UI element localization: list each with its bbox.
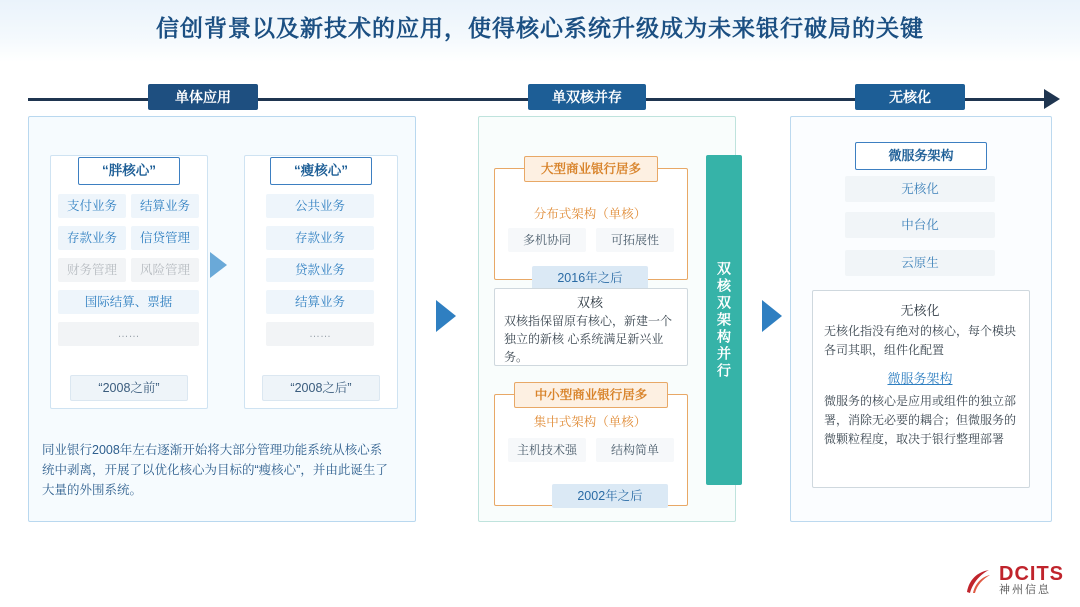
small-bank-cell: 主机技术强 [508, 438, 586, 462]
dual-core-body: 双核指保留原有核心，新建一个独立的新核 心系统满足新兴业务。 [504, 314, 673, 364]
stage-tab-2[interactable]: 单双核并存 [528, 84, 646, 110]
dual-core-vertical-bar: 双核双架构并行 [706, 155, 742, 485]
coreless-cell: 无核化 [845, 176, 995, 202]
fat-core-cell: 国际结算、票据 [58, 290, 199, 314]
fat-core-header: “胖核心” [78, 157, 180, 185]
dcits-mark-icon [963, 566, 993, 596]
stage-tab-3[interactable]: 无核化 [855, 84, 965, 110]
timeline-arrow-icon [1044, 89, 1060, 109]
thin-core-cell-ellipsis: …… [266, 322, 374, 346]
coreless-cell: 云原生 [845, 250, 995, 276]
thin-core-cell: 贷款业务 [266, 258, 374, 282]
small-bank-cell: 结构简单 [596, 438, 674, 462]
microservice-header: 微服务架构 [855, 142, 987, 170]
fat-core-cell: 财务管理 [58, 258, 126, 282]
small-bank-subtitle: 集中式架构（单核） [533, 415, 647, 429]
coreless-heading-1: 无核化 [900, 303, 940, 318]
fat-core-cell: 存款业务 [58, 226, 126, 250]
large-bank-year: 2016年之后 [532, 266, 648, 290]
company-logo [963, 564, 1064, 597]
fat-core-cell: 结算业务 [131, 194, 199, 218]
fat-core-cell-ellipsis: …… [58, 322, 199, 346]
thin-core-cell: 公共业务 [266, 194, 374, 218]
thin-core-cell: 结算业务 [266, 290, 374, 314]
coreless-para-1: 无核化指没有绝对的核心，每个模块各司其职，组件化配置 [824, 324, 1017, 357]
thin-core-header: “瘦核心” [270, 157, 372, 185]
logo-cn: 神州信息 [999, 584, 1051, 597]
thin-core-footer: “2008之后” [262, 375, 380, 401]
large-bank-subtitle: 分布式架构（单核） [533, 207, 647, 221]
panel1-note: 同业银行2008年左右逐渐开始将大部分管理功能系统从核心系统中剥离，开展了以优化核心为目标的“瘦核心”，并由此诞生了大量的外围系统。 [42, 443, 388, 497]
fat-core-footer: “2008之前” [70, 375, 188, 401]
coreless-para-2: 微服务的核心是应用或组件的独立部署，消除无必要的耦合；但微服务的微颗粒程度，取决于银行整理部署 [824, 394, 1017, 446]
small-bank-year: 2002年之后 [552, 484, 668, 508]
dual-core-heading: 双核 [576, 295, 603, 310]
coreless-cell: 中台化 [845, 212, 995, 238]
logo-en: DCITS [999, 563, 1064, 586]
page-title: 信创背景以及新技术的应用，使得核心系统升级成为未来银行破局的关键 [156, 15, 924, 41]
large-bank-cell: 多机协同 [508, 228, 586, 252]
transition-arrow-icon [210, 252, 227, 278]
large-bank-group [494, 168, 688, 280]
fat-core-cell: 风险管理 [131, 258, 199, 282]
stage-arrow-2-icon [762, 300, 782, 332]
coreless-description-box [812, 290, 1030, 488]
large-bank-cell: 可拓展性 [596, 228, 674, 252]
fat-core-cell: 支付业务 [58, 194, 126, 218]
small-bank-title: 中小型商业银行居多 [514, 382, 668, 408]
large-bank-title: 大型商业银行居多 [524, 156, 658, 182]
thin-core-cell: 存款业务 [266, 226, 374, 250]
coreless-heading-2: 微服务架构 [887, 371, 953, 386]
fat-core-cell: 信贷管理 [131, 226, 199, 250]
stage-arrow-1-icon [436, 300, 456, 332]
stage-tab-1[interactable]: 单体应用 [148, 84, 258, 110]
